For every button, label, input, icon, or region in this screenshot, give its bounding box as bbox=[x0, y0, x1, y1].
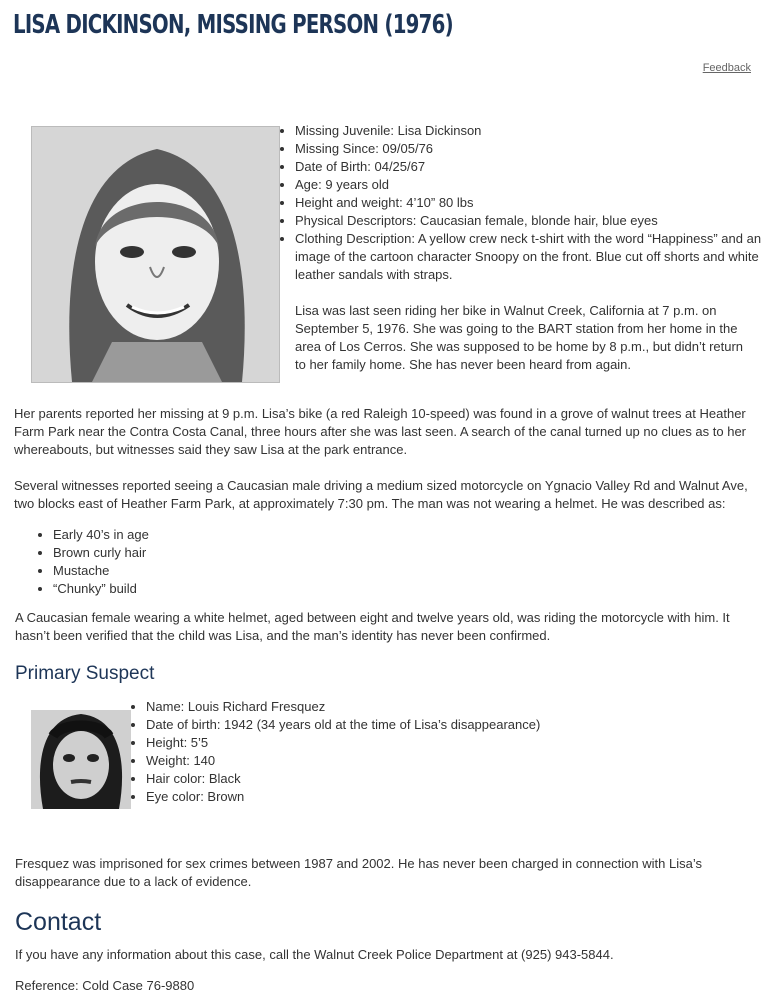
suspect-note-paragraph: Fresquez was imprisoned for sex crimes between 1987 and 2002. He has never been charged in connection with Lisa’s disappearance due to a lack of evidence. bbox=[15, 856, 702, 889]
list-item: • Missing Juvenile: Lisa Dickinson bbox=[295, 122, 761, 140]
list-item: • Weight: 140 bbox=[146, 752, 746, 770]
page-title: LISA DICKINSON, MISSING PERSON (1976) bbox=[13, 10, 453, 40]
case-reference: Reference: Cold Case 76-9880 bbox=[15, 978, 195, 993]
contact-heading: Contact bbox=[15, 908, 102, 936]
list-item: • Early 40’s in age bbox=[53, 526, 353, 544]
portrait-man-image bbox=[31, 710, 131, 809]
list-item: • Mustache bbox=[53, 562, 353, 580]
last-seen-paragraph: Lisa was last seen riding her bike in Walnut Creek, California at 7 p.m. on September 5, 1976. She was going to the BART station from her home in the area of Los Cerros. She was supposed to be home by 8 p.m., but didn’t return to her family home. She has never been heard from again. bbox=[295, 303, 744, 372]
list-item: • Clothing Description: A yellow crew neck t-shirt with the word “Happiness” and an image of the cartoon character Snoopy on the front. Blue cut off shorts and white leather sandals with straps. bbox=[295, 230, 761, 284]
lisa-dickinson-photo bbox=[31, 126, 280, 383]
list-item: • Physical Descriptors: Caucasian female, blonde hair, blue eyes bbox=[295, 212, 761, 230]
feedback-link[interactable]: Feedback bbox=[702, 62, 751, 74]
list-item: • Eye color: Brown bbox=[146, 788, 746, 806]
list-item: • Hair color: Black bbox=[146, 770, 746, 788]
missing-report-paragraph: Her parents reported her missing at 9 p.m. Lisa’s bike (a red Raleigh 10-speed) was found in a grove of walnut trees at Heather Farm Park near the Contra Costa Canal, three hours after she was last seen. A search of the canal turned up no clues as to her whereabouts, but witnesses said they saw Lisa at the park entrance. bbox=[14, 406, 747, 457]
victim-facts-list bbox=[278, 122, 761, 284]
motorcycle-passenger-paragraph: A Caucasian female wearing a white helmet, aged between eight and twelve years old, was riding the motorcycle with him. It hasn’t been verified that the child was Lisa, and the man’s identity has never been confirmed. bbox=[15, 610, 730, 643]
primary-suspect-heading: Primary Suspect bbox=[15, 663, 155, 684]
suspect-facts-list bbox=[129, 698, 746, 806]
suspect-photo bbox=[31, 710, 131, 809]
list-item: • Height: 5’5 bbox=[146, 734, 746, 752]
man-description-list bbox=[36, 526, 353, 598]
list-item: • Date of birth: 1942 (34 years old at the time of Lisa’s disappearance) bbox=[146, 716, 746, 734]
portrait-girl-image bbox=[32, 127, 279, 382]
list-item: • Height and weight: 4’10” 80 lbs bbox=[295, 194, 761, 212]
list-item: • Brown curly hair bbox=[53, 544, 353, 562]
list-item: • Age: 9 years old bbox=[295, 176, 761, 194]
witness-paragraph: Several witnesses reported seeing a Caucasian male driving a medium sized motorcycle on Ygnacio Valley Rd and Walnut Ave, two blocks east of Heather Farm Park, at approximately 7:30 pm. The man was not wearing a helmet. He was described as: bbox=[14, 478, 748, 511]
list-item: • “Chunky” build bbox=[53, 580, 353, 598]
list-item: • Name: Louis Richard Fresquez bbox=[146, 698, 746, 716]
list-item: • Missing Since: 09/05/76 bbox=[295, 140, 761, 158]
list-item: • Date of Birth: 04/25/67 bbox=[295, 158, 761, 176]
contact-text: If you have any information about this case, call the Walnut Creek Police Department at (925) 943-5844. bbox=[15, 947, 614, 962]
